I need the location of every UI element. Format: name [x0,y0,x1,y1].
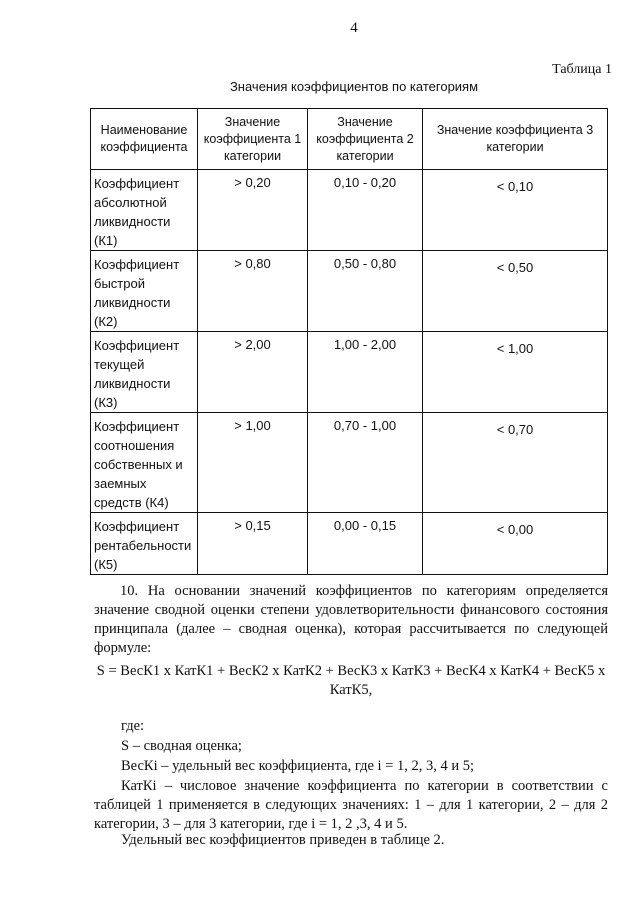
page-number: 4 [350,20,358,36]
header-cat3: Значение коэффициента 3 категории [423,109,608,170]
row-cat1: > 0,20 [198,170,308,251]
row-name: Коэффициент рентабельности (К5) [91,513,198,575]
row-name: Коэффициент быстрой ликвидности (К2) [91,251,198,332]
row-cat3: < 0,50 [423,251,608,332]
coefficient-table [90,108,608,575]
definition-weight: ВесКi – удельный вес коэффициента, где i = 1, 2, 3, 4 и 5; [121,758,475,774]
paragraph-10-text: 10. На основании значений коэффициентов по категориям определяется значение сводной оценки степени удовлетворительности финансового состояния принципала (далее – сводная оценка), которая рассчитывается по следующей формуле: [94,583,608,656]
table-row [91,170,608,251]
row-cat2: 1,00 - 2,00 [308,332,423,413]
row-name: Коэффициент абсолютной ликвидности (К1) [91,170,198,251]
row-cat2: 0,70 - 1,00 [308,413,423,513]
definition-category: КатКi – числовое значение коэффициента по категории в соответствии с таблицей 1 применяется в следующих значениях: 1 – для 1 категории, 2 – для 2 категории, 3 – для 3 категории, где i = 1, 2 ,3, 4 и 5. [94,778,608,832]
header-cat1: Значение коэффициента 1 категории [198,109,308,170]
definition-s: S – сводная оценка; [121,738,242,754]
row-cat3: < 0,10 [423,170,608,251]
row-name: Коэффициент текущей ликвидности (К3) [91,332,198,413]
header-cat2: Значение коэффициента 2 категории [308,109,423,170]
header-name: Наименование коэффициента [91,109,198,170]
table-row [91,513,608,575]
row-cat3: < 0,00 [423,513,608,575]
table-row [91,332,608,413]
row-cat1: > 0,80 [198,251,308,332]
row-cat3: < 0,70 [423,413,608,513]
summary-formula: S = ВесК1 x КатК1 + ВесК2 x КатК2 + ВесК3 x КатК3 + ВесК4 x КатК4 + ВесК5 x КатК5, [96,663,606,698]
row-cat2: 0,10 - 0,20 [308,170,423,251]
paragraph-10 [94,582,608,658]
row-cat2: 0,00 - 0,15 [308,513,423,575]
closing-sentence: Удельный вес коэффициентов приведен в таблице 2. [121,832,445,848]
row-cat1: > 2,00 [198,332,308,413]
where-label: где: [121,718,145,734]
row-cat1: > 1,00 [198,413,308,513]
table-row [91,251,608,332]
row-name: Коэффициент соотношения собственных и заемных средств (К4) [91,413,198,513]
row-cat1: > 0,15 [198,513,308,575]
table-caption: Значения коэффициентов по категориям [229,79,479,94]
row-cat2: 0,50 - 0,80 [308,251,423,332]
table-label: Таблица 1 [552,62,612,77]
table-row [91,413,608,513]
row-cat3: < 1,00 [423,332,608,413]
table-header-row [91,109,608,170]
